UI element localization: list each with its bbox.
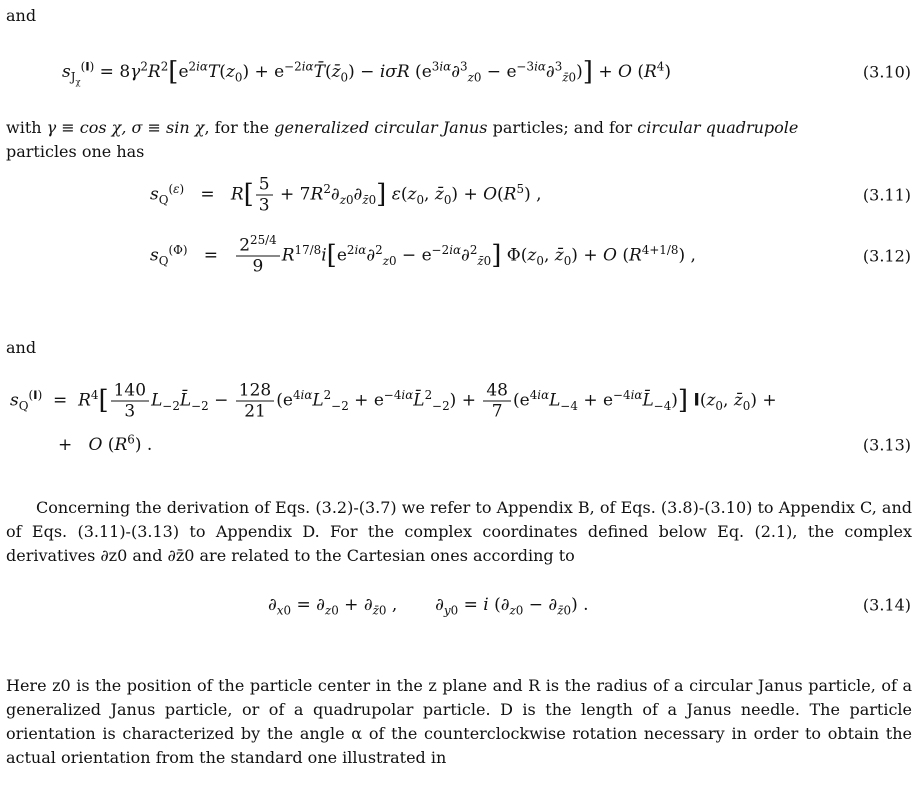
with-math-gamma: γ ≡ cos χ, σ ≡ sin χ [46, 118, 205, 137]
with-text-a: with [6, 118, 47, 137]
equation-3-10 [0, 52, 921, 92]
equation-3-11 [0, 172, 921, 218]
intro-and-text: and [6, 6, 37, 25]
second-and-text: and [6, 338, 37, 357]
equation-3-11-math: $s_Q^{(\varepsilon)} = R$[ $\frac{5}{3}$ + $7R^2\partial_{z0}\partial_{z̄0}$] $\varepsilon(z_0$, $z̄_0) + O(R^5)$ , [150, 174, 542, 216]
equation-3-12-number: (3.12) [862, 246, 911, 266]
equation-3-14-math: $\partial_{x0} = \partial_{z0} + \partial_{z̄0}$ , $\partial_{y0} = i$ $(\partial_{z0} - \partial_{z̄0})$ . [268, 595, 589, 618]
equation-3-13-math-line-2: + O $(R^6)$ . [58, 432, 153, 455]
here-text: Here z0 is the position of the particle center in the z plane and R is the radius of a circular Janus particle, of a generalized Janus particle, or of a quadrupolar particle. D is the length of a Janus needle. The particle orientation is characterized by the angle α of the counterclockwise rotation necessary in order to obtain the actual orientation from the standard one illustrated in [6, 676, 912, 767]
equation-3-13-number: (3.13) [862, 435, 911, 455]
equation-3-10-number: (3.10) [862, 62, 911, 82]
paragraph-concerning [6, 496, 912, 568]
equation-3-14 [0, 590, 921, 620]
second-and [6, 336, 912, 360]
equation-3-11-number: (3.11) [862, 185, 911, 205]
equation-3-13-line-1 [0, 376, 921, 426]
intro-and [6, 4, 912, 28]
paragraph-here [6, 674, 912, 770]
equation-3-13-math-line-1: $s_Q^{(I)} = R^4$[ $\frac{140}{3}$ $L_{-2}L̄_{-2}$ − $\frac{128}{21}$ ($e^{4i\alpha}L^2_{-2}$ + $e^{-4i\alpha}L̄^2_{-2}$) + $\frac{48}{7}$ ($e^{4i\alpha}L_{-4}$ + $e^{-4i\alpha}L̄_{-4}$)] $I(z_0$, $z̄_0$) + [10, 380, 777, 422]
with-text-d: particles one has [6, 142, 145, 161]
equation-3-14-number: (3.14) [862, 595, 911, 615]
equation-3-13-line-2 [0, 430, 921, 460]
concerning-text: Concerning the derivation of Eqs. (3.2)-(3.7) we refer to Appendix B, of Eqs. (3.8)-(3.10) to Appendix C, and of Eqs. (3.11)-(3.13) to Appendix D. For the complex coordinates defined below Eq. (2.1), the complex derivatives ∂z0 and ∂z̄0 are related to the Cartesian ones according to [6, 498, 912, 565]
equation-3-12 [0, 228, 921, 284]
with-emphasis-quadrupole: circular quadrupole [637, 118, 799, 137]
with-text-c: particles; and for [487, 118, 638, 137]
with-text-b: , for the [204, 118, 275, 137]
equation-3-10-math: $s_{J_\chi}^{(I)} = 8\gamma^2R^2[e^{2i\alpha}T(z_0)$ + $e^{-2i\alpha}T̄(z̄_0) - i\sigma R$ $(e^{3i\alpha}\partial^3_{z0} - e^{-3i\alpha}\partial^3_{z̄0})] + O$ $(R^4)$ [62, 57, 671, 87]
equation-3-12-math: $s_Q^{(\Phi)}$ = $\frac{2^{25/4}}{9}$ $R^{17/8}i[e^{2i\alpha}\partial^2_{z0} - e^{-2i\alpha}\partial^2_{z̄0}]$ $\Phi(z_0$, $z̄_0) + O$ $(R^{4+1/8})$ , [150, 232, 696, 277]
with-emphasis-janus: generalized circular Janus [274, 118, 488, 137]
paragraph-with-gamma [6, 116, 912, 164]
